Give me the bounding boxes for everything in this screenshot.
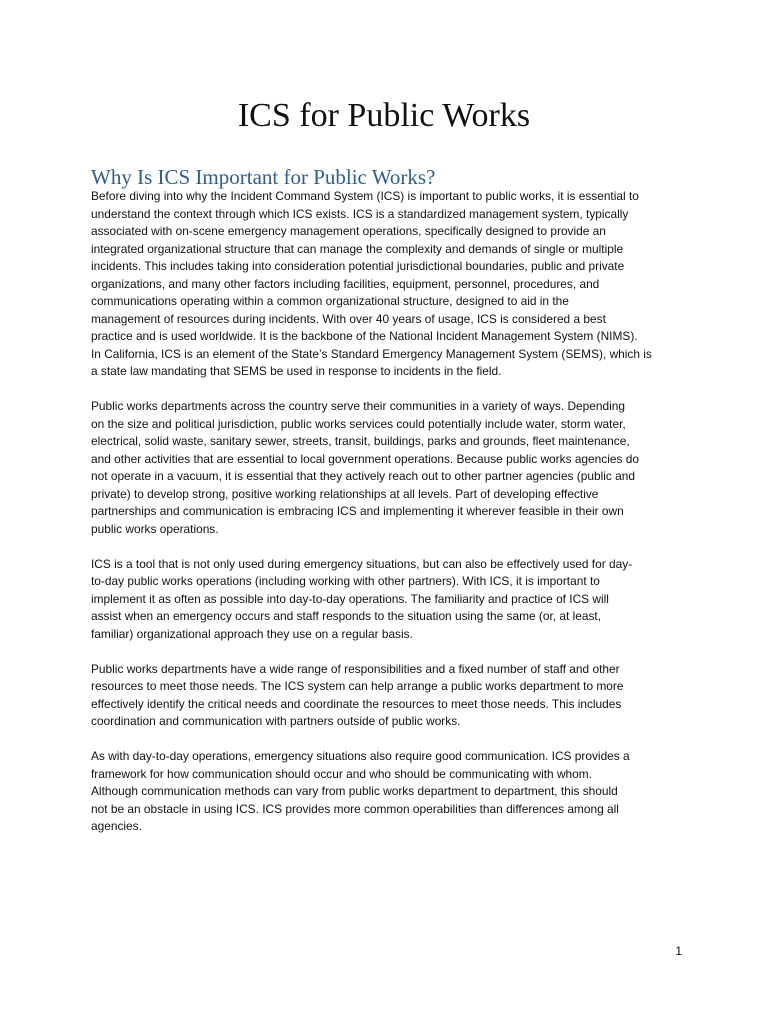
- text-line: Public works departments have a wide range of responsibilities and a fixed number of staff and other: [91, 661, 620, 676]
- text-line: effectively identify the critical needs and coordinate the resources to meet those needs. This includes: [91, 696, 622, 711]
- text-line: on the size and political jurisdiction, public works services could potentially include water, storm water,: [91, 416, 626, 431]
- document-body: [91, 188, 687, 853]
- text-line: resources to meet those needs. The ICS system can help arrange a public works department to more: [91, 679, 624, 693]
- text-line: a state law mandating that SEMS be used in response to incidents in the field.: [91, 364, 502, 378]
- text-line: integrated organizational structure that can manage the complexity and demands of single or multiple: [91, 241, 624, 256]
- page-number: 1: [675, 944, 682, 958]
- document-title: ICS for Public Works: [237, 97, 531, 134]
- text-line: Before diving into why the Incident Command System (ICS) is important to public works, it is essential to: [91, 189, 639, 203]
- paragraph-3: [91, 556, 687, 644]
- paragraph-5: [91, 748, 687, 836]
- text-line: public works operations.: [91, 521, 219, 536]
- text-line: organizations, and many other factors including facilities, equipment, personnel, procedures, and: [91, 276, 600, 291]
- text-line: ICS is a tool that is not only used during emergency situations, but can also be effectively used for day-: [91, 556, 633, 571]
- text-line: familiar) organizational approach they use on a regular basis.: [91, 626, 413, 641]
- text-line: Public works departments across the country serve their communities in a variety of ways. Depending: [91, 399, 625, 413]
- paragraph-1: [91, 188, 687, 381]
- text-line: not operate in a vacuum, it is essential that they actively reach out to other partner agencies (public and: [91, 469, 635, 483]
- paragraph-2: [91, 398, 687, 538]
- text-line: understand the context through which ICS exists. ICS is a standardized management system, typically: [91, 206, 629, 221]
- section-heading: Why Is ICS Important for Public Works?: [91, 165, 436, 189]
- text-line: practice and is used worldwide. It is the backbone of the National Incident Management System (NIMS).: [91, 329, 638, 343]
- text-line: In California, ICS is an element of the State’s Standard Emergency Management System (SEMS), which is: [91, 346, 652, 361]
- text-line: to-day public works operations (including working with other partners). With ICS, it is important to: [91, 574, 600, 588]
- text-line: implement it as often as possible into day-to-day operations. The familiarity and practice of ICS will: [91, 591, 609, 606]
- text-line: Although communication methods can vary from public works department to department, this should: [91, 784, 618, 798]
- text-line: electrical, solid waste, sanitary sewer, streets, transit, buildings, parks and grounds, fleet maintenance,: [91, 434, 630, 448]
- text-line: framework for how communication should occur and who should be communicating with whom.: [91, 766, 592, 781]
- text-line: communications operating within a common organizational structure, designed to aid in the: [91, 294, 569, 308]
- text-line: not be an obstacle in using ICS. ICS provides more common operabilities than differences among all: [91, 801, 619, 816]
- text-line: and other activities that are essential to local government operations. Because public works agencies do: [91, 451, 639, 466]
- text-line: assist when an emergency occurs and staff responds to the situation using the same (or, at least,: [91, 609, 602, 623]
- text-line: management of resources during incidents. With over 40 years of usage, ICS is considered a best: [91, 311, 606, 326]
- paragraph-4: [91, 661, 687, 731]
- text-line: coordination and communication with partners outside of public works.: [91, 714, 461, 728]
- text-line: associated with on-scene emergency management operations, specifically designed to provide an: [91, 224, 606, 238]
- text-line: private) to develop strong, positive working relationships at all levels. Part of developing effective: [91, 486, 599, 501]
- text-line: incidents. This includes taking into consideration potential jurisdictional boundaries, public and private: [91, 259, 625, 273]
- text-line: As with day-to-day operations, emergency situations also require good communication. ICS provides a: [91, 749, 630, 763]
- text-line: partnerships and communication is embracing ICS and implementing it wherever feasible in their own: [91, 504, 624, 518]
- text-line: agencies.: [91, 819, 142, 833]
